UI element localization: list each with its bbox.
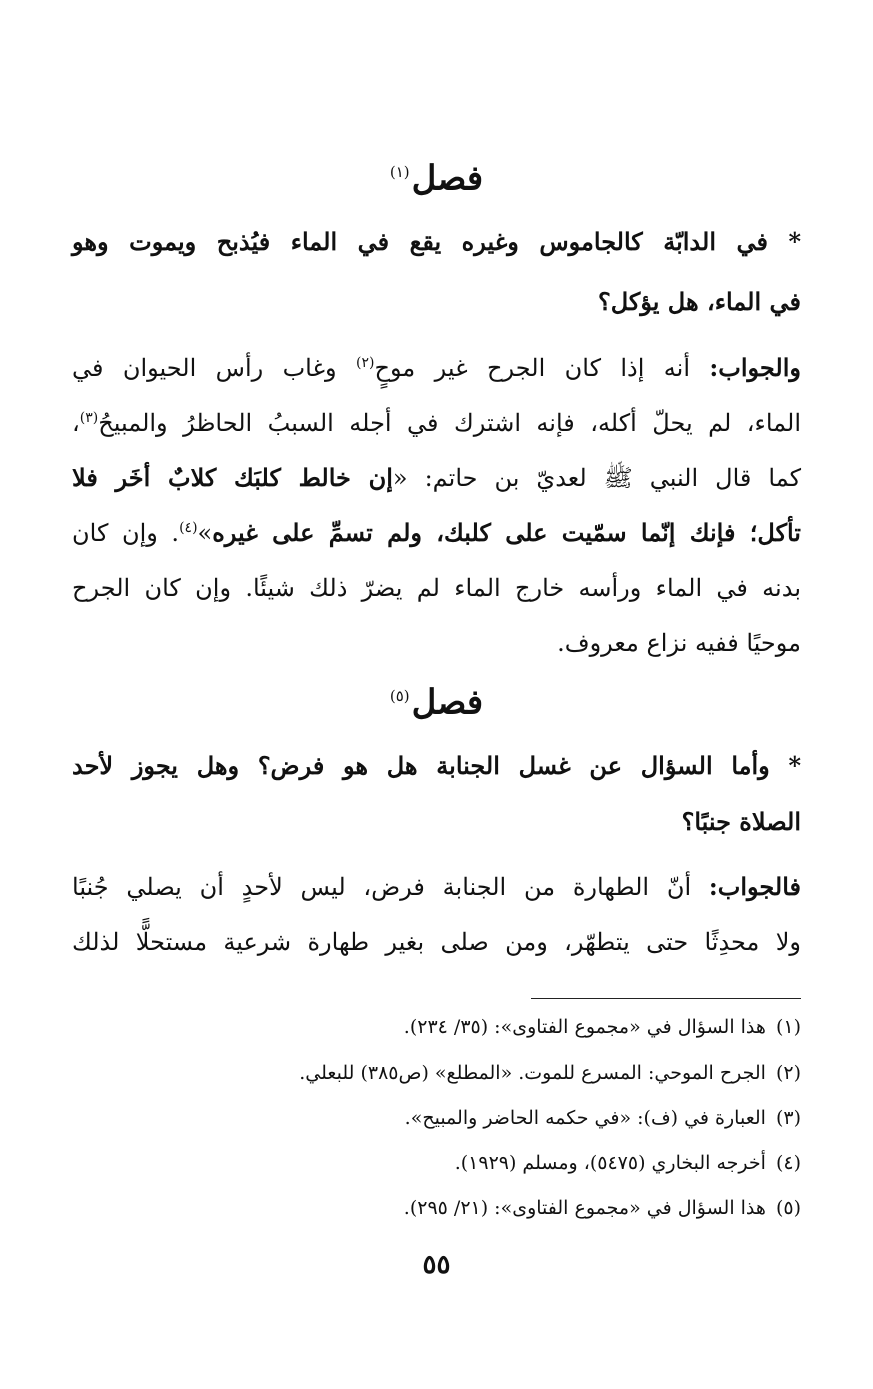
- question-line: في الماء، هل يؤكل؟: [598, 287, 801, 316]
- answer-text: أنّ الطهارة من الجنابة فرض، ليس لأحدٍ أن يصلي جُنبًا: [72, 873, 692, 901]
- section-title-text: فصل: [411, 682, 484, 723]
- question-line: * وأما السؤال عن غسل الجنابة هل هو فرض؟ وهل يجوز لأحد: [72, 751, 801, 780]
- answer-line: [72, 407, 801, 439]
- answer-text: . وإن كان: [72, 519, 180, 547]
- footnote-number: (٥): [775, 1197, 801, 1219]
- answer-line: ولا محدِثًا حتى يتطهّر، ومن صلى بغير طهارة شرعية مستحلًّا لذلك: [72, 928, 801, 956]
- footnote-ref: (٥): [389, 687, 410, 705]
- answer-line: [72, 871, 801, 903]
- footnote-separator: [531, 998, 801, 999]
- footnote: [72, 1195, 801, 1221]
- answer-line: [72, 517, 801, 549]
- section-title-2: [0, 676, 873, 722]
- footnote-ref: (٢): [356, 355, 375, 371]
- answer-line: [72, 462, 801, 494]
- footnote-number: (٣): [775, 1107, 801, 1129]
- answer-line: [72, 352, 801, 384]
- answer-text: أنه إذا كان الجرح غير موحٍ: [374, 354, 691, 382]
- question-line: * في الدابّة كالجاموس وغيره يقع في الماء فيُذبح ويموت وهو: [72, 227, 801, 256]
- footnote-ref: (١): [389, 163, 410, 181]
- footnote: [72, 1150, 801, 1176]
- footnote-text: العبارة في (ف): «في حكمه الحاضر والمبيح».: [404, 1107, 766, 1129]
- section-title-1: [0, 152, 873, 198]
- answer-lead: فالجواب:: [708, 872, 801, 901]
- answer-line: موحيًا ففيه نزاع معروف.: [557, 629, 801, 657]
- question-line: الصلاة جنبًا؟: [681, 807, 801, 836]
- answer-text: »: [197, 519, 213, 547]
- answer-line: بدنه في الماء ورأسه خارج الماء لم يضرّ ذلك شيئًا. وإن كان الجرح: [72, 574, 801, 602]
- footnote-text: هذا السؤال في «مجموع الفتاوى»: (٣٥/ ٢٣٤).: [403, 1016, 766, 1038]
- answer-text: كما قال النبي ﷺ لعديّ بن حاتم: «: [392, 464, 802, 492]
- page-number: ٥٥: [422, 1250, 451, 1280]
- footnote-number: (٢): [775, 1062, 801, 1084]
- footnote: [72, 1060, 801, 1086]
- footnote-text: هذا السؤال في «مجموع الفتاوى»: (٢١/ ٢٩٥).: [403, 1197, 766, 1219]
- hadith-text: تأكل؛ فإنك إنّما سمّيت على كلبك، ولم تسمِّ على غيره: [212, 518, 801, 547]
- section-title-text: فصل: [411, 158, 484, 199]
- footnote: [72, 1105, 801, 1131]
- footnote-number: (١): [775, 1016, 801, 1038]
- hadith-text: إن خالط كلبَك كلابٌ أخَر فلا: [72, 463, 393, 492]
- answer-lead: والجواب:: [709, 353, 801, 382]
- answer-text: وغاب رأس الحيوان في: [72, 354, 337, 382]
- answer-text: الماء، لم يحلّ أكله، فإنه اشترك في أجله السببُ الحاظرُ والمبيحُ: [98, 409, 801, 437]
- footnote-ref: (٤): [179, 520, 198, 536]
- footnote: [72, 1014, 801, 1040]
- footnote-text: الجرح الموحي: المسرع للموت. «المطلع» (ص٣٨٥) للبعلي.: [299, 1062, 766, 1084]
- footnote-number: (٤): [775, 1152, 801, 1174]
- footnote-text: أخرجه البخاري (٥٤٧٥)، ومسلم (١٩٢٩).: [454, 1152, 766, 1174]
- answer-text: ،: [72, 409, 80, 437]
- footnote-ref: (٣): [79, 410, 99, 426]
